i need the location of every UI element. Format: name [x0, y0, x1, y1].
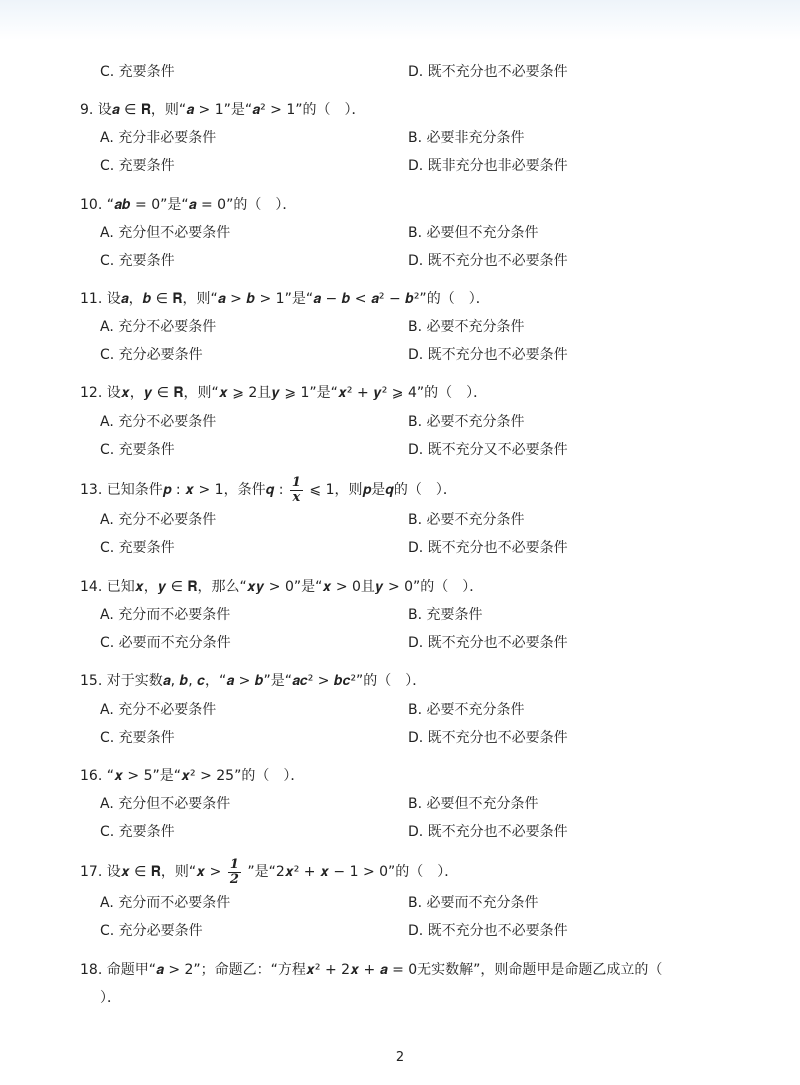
question-9-option-c: C. 充要条件: [100, 158, 175, 174]
fraction-denominator: 𝒙: [292, 489, 301, 505]
question-10-stem: 10. “𝒂𝒃 = 0”是“𝒂 = 0”的（ ）．: [80, 197, 297, 213]
question-12-option-a: A. 充分不必要条件: [100, 414, 217, 430]
question-10-option-d: D. 既不充分也不必要条件: [408, 253, 568, 269]
option-d-q8: D. 既不充分也不必要条件: [408, 64, 568, 80]
fraction-denominator: 2: [229, 871, 239, 887]
question-15-option-b: B. 必要不充分条件: [408, 702, 525, 718]
question-16-option-b: B. 必要但不充分条件: [408, 796, 539, 812]
question-12-option-c: C. 充要条件: [100, 442, 175, 458]
question-12-stem: 12. 设𝒙，𝒚 ∈ 𝐑，则“𝒙 ⩾ 2且𝒚 ⩾ 1”是“𝒙² + 𝒚² ⩾ 4”的（ ）．: [80, 385, 488, 401]
question-14-option-b: B. 充要条件: [408, 607, 483, 623]
question-13-stem: [80, 470, 457, 510]
question-16-option-c: C. 充要条件: [100, 824, 175, 840]
option-c-q8: C. 充要条件: [100, 64, 175, 80]
question-9-stem: 9. 设𝒂 ∈ 𝐑，则“𝒂 > 1”是“𝒂² > 1”的（ ）．: [80, 102, 366, 118]
question-16-option-d: D. 既不充分也不必要条件: [408, 824, 568, 840]
question-9-option-b: B. 必要非充分条件: [408, 130, 525, 146]
fraction-1-over-x: [290, 476, 303, 505]
page-number: 2: [395, 1050, 405, 1065]
question-11-stem: 11. 设𝒂，𝒃 ∈ 𝐑，则“𝒂 > 𝒃 > 1”是“𝒂 − 𝒃 < 𝒂² − 𝒃²”的（ ）．: [80, 291, 490, 307]
question-11-option-c: C. 充分必要条件: [100, 347, 203, 363]
question-14-option-c: C. 必要而不充分条件: [100, 635, 231, 651]
question-17-stem-start: 17. 设𝒙 ∈ 𝐑，则“𝒙 >: [80, 864, 222, 880]
question-12-option-d: D. 既不充分又不必要条件: [408, 442, 568, 458]
question-17-option-c: C. 充分必要条件: [100, 923, 203, 939]
question-13-stem-end: ⩽ 1，则𝒑是𝒒的（ ）．: [309, 482, 457, 498]
question-13-stem-start: 13. 已知条件𝒑 : 𝒙 > 1，条件𝒒 :: [80, 482, 284, 498]
question-11-option-d: D. 既不充分也不必要条件: [408, 347, 568, 363]
question-15-option-a: A. 充分不必要条件: [100, 702, 217, 718]
question-15-stem: 15. 对于实数𝒂, 𝒃, 𝒄，“𝒂 > 𝒃”是“𝒂𝒄² > 𝒃𝒄²”的（ ）．: [80, 673, 427, 689]
question-17-stem: [80, 852, 458, 892]
question-17-option-b: B. 必要而不充分条件: [408, 895, 539, 911]
question-16-option-a: A. 充分但不必要条件: [100, 796, 231, 812]
question-9-option-a: A. 充分非必要条件: [100, 130, 217, 146]
question-12-option-b: B. 必要不充分条件: [408, 414, 525, 430]
question-10-option-c: C. 充要条件: [100, 253, 175, 269]
question-10-option-a: A. 充分但不必要条件: [100, 225, 231, 241]
question-17-option-d: D. 既不充分也不必要条件: [408, 923, 568, 939]
question-9-option-d: D. 既非充分也非必要条件: [408, 158, 568, 174]
fraction-numerator: 1: [229, 856, 239, 872]
question-17-stem-end: ”是“2𝒙² + 𝒙 − 1 > 0”的（ ）．: [247, 864, 459, 880]
question-18-stem-continued: ）．: [100, 990, 121, 1006]
question-13-option-b: B. 必要不充分条件: [408, 512, 525, 528]
question-13-option-c: C. 充要条件: [100, 540, 175, 556]
question-11-option-a: A. 充分不必要条件: [100, 319, 217, 335]
question-15-option-c: C. 充要条件: [100, 730, 175, 746]
question-14-stem: 14. 已知𝒙，𝒚 ∈ 𝐑，那么“𝒙𝒚 > 0”是“𝒙 > 0且𝒚 > 0”的（ ）．: [80, 579, 484, 595]
fraction-1-over-2: [228, 858, 241, 887]
question-11-option-b: B. 必要不充分条件: [408, 319, 525, 335]
question-10-option-b: B. 必要但不充分条件: [408, 225, 539, 241]
question-18-stem: 18. 命题甲“𝒂 > 2”；命题乙：“方程𝒙² + 2𝒙 + 𝒂 = 0无实数解”，则命题甲是命题乙成立的（: [80, 962, 663, 978]
question-14-option-d: D. 既不充分也不必要条件: [408, 635, 568, 651]
question-13-option-a: A. 充分不必要条件: [100, 512, 217, 528]
question-15-option-d: D. 既不充分也不必要条件: [408, 730, 568, 746]
question-16-stem: 16. “𝒙 > 5”是“𝒙² > 25”的（ ）．: [80, 768, 305, 784]
fraction-numerator: 1: [291, 474, 301, 490]
question-13-option-d: D. 既不充分也不必要条件: [408, 540, 568, 556]
question-17-option-a: A. 充分而不必要条件: [100, 895, 231, 911]
question-14-option-a: A. 充分而不必要条件: [100, 607, 231, 623]
